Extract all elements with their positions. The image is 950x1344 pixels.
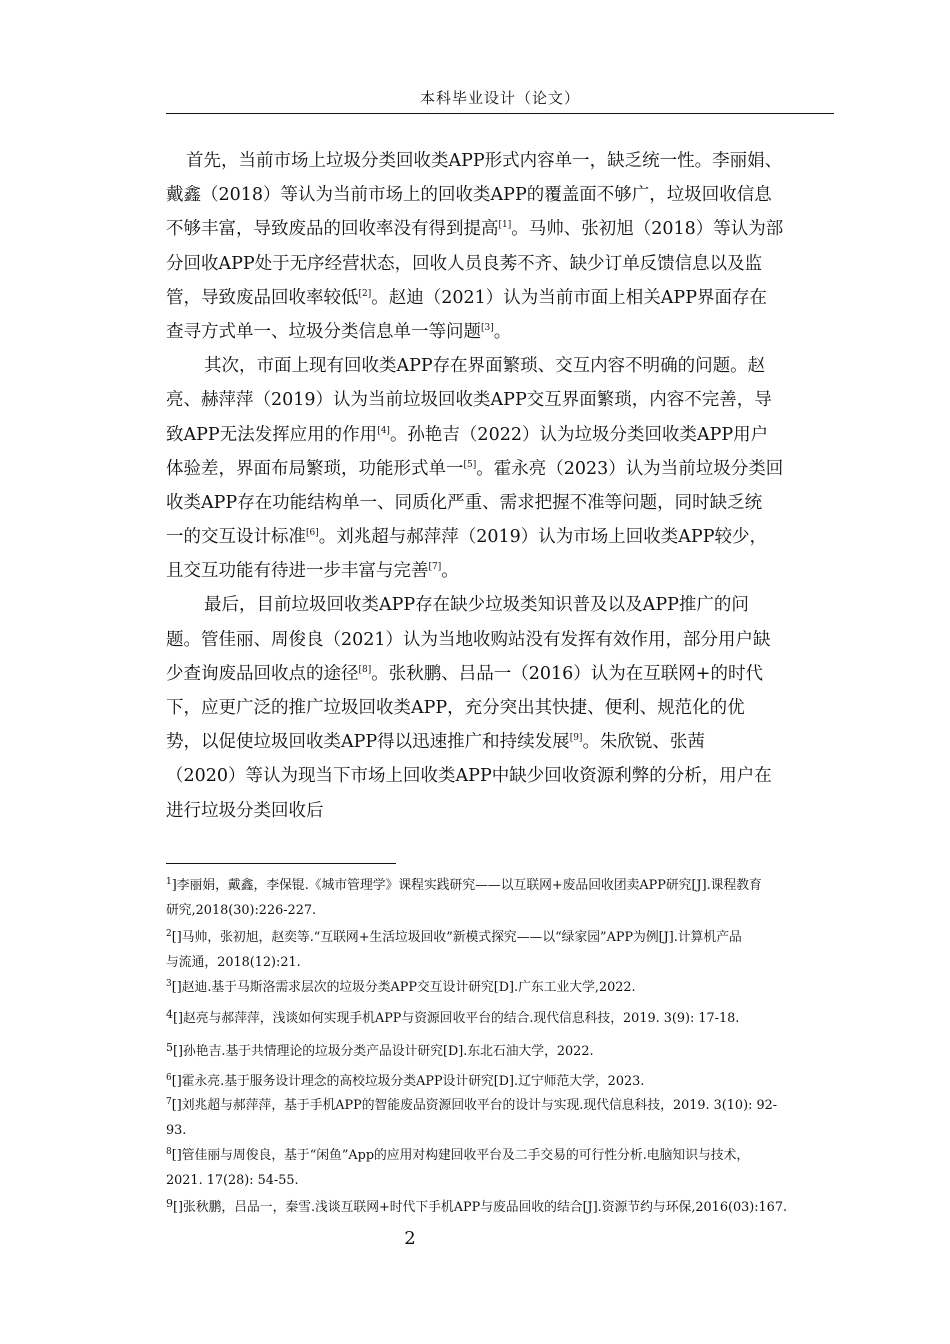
footnote-8: $^8$[]管佳丽与周俊良，基于“闲鱼”App的应用对构建回收平台及二手交易的可行性分析.电脑知识与技术， 2021. 17(28): 54-55.: [166, 1147, 750, 1188]
citation-ref[interactable]: [2]: [358, 288, 372, 299]
text-line: 下，应更广泛的推广垃圾回收类APP，充分突出其快捷、便利、规范化的优: [166, 698, 745, 718]
text-line: 亮、赫萍萍（2019）认为当前垃圾回收类APP交互界面繁琐，内容不完善，导: [166, 390, 772, 411]
text-line: 题。管佳丽、周俊良（2021）认为当地收购站没有发挥有效作用，部分用户缺: [166, 629, 771, 650]
text-line: 一的交互设计标准[6]。刘兆超与郝萍萍（2019）认为市场上回收类APP较少，: [166, 527, 767, 548]
text-line: 势，以促使垃圾回收类APP得以迅速推广和持续发展[9]。朱欣锐、张茜: [166, 732, 705, 753]
text-line: 少查询废品回收点的途径[8]。张秋鹏、吕品一（2016）认为在互联网+的时代: [166, 663, 763, 684]
header-rule: [166, 113, 834, 114]
text-line: （2020）等认为现当下市场上回收类APP中缺少回收资源利弊的分析，用户在: [166, 766, 772, 787]
citation-ref[interactable]: [6]: [306, 528, 319, 539]
text-line: 管，导致废品回收率较低[2]。赵迪（2021）认为当前市面上相关APP界面存在: [166, 287, 767, 308]
footnote-separator: [166, 863, 396, 864]
footnote-1: $^1$]李丽娟，戴鑫，李保锟.《城市管理学》课程实践研究——以互联网+废品回收团卖APP研究[J].课程教育 研究,2018(30):226-227.: [166, 877, 762, 918]
footnote-5: 5[]孙艳吉.基于共情理论的垃圾分类产品设计研究[D].东北石油大学，2022.: [166, 1041, 594, 1059]
citation-ref[interactable]: [8]: [358, 664, 372, 675]
text-line: 致APP无法发挥应用的作用[4]。孙艳吉（2022）认为垃圾分类回收类APP用户: [166, 424, 769, 445]
text-line: 体验差，界面布局繁琐，功能形式单一[5]。霍永亮（2023）认为当前垃圾分类回: [166, 458, 784, 479]
text-line: 首先，当前市场上垃圾分类回收类APP形式内容单一，缺乏统一性。李丽娟、: [186, 151, 783, 171]
citation-ref[interactable]: [9]: [569, 733, 583, 744]
citation-ref[interactable]: [4]: [377, 425, 390, 436]
text-line: 查寻方式单一、垃圾分类信息单一等问题[3]。: [166, 321, 512, 342]
footnote-4: 4[]赵亮与郝萍萍，浅谈如何实现手机APP与资源回收平台的结合.现代信息科技，2019. 3(9): 17-18.: [166, 1008, 740, 1026]
body-text: [166, 144, 836, 828]
running-header: 本科毕业设计（论文）: [419, 89, 580, 107]
text-line: 收类APP存在功能结构单一、同质化严重、需求把握不准等问题，同时缺乏统: [166, 492, 763, 513]
citation-ref[interactable]: [5]: [463, 459, 477, 470]
footnote-6: $^6$[]霍永亮.基于服务设计理念的高校垃圾分类APP设计研究[D].辽宁师范大学，2023.: [166, 1073, 645, 1089]
text-line: 分回收APP处于无序经营状态，回收人员良莠不齐、缺少订单反馈信息以及监: [166, 253, 763, 274]
text-line: 不够丰富，导致废品的回收率没有得到提高[1]。马帅、张初旭（2018）等认为部: [166, 219, 784, 240]
text-line: 戴鑫（2018）等认为当前市场上的回收类APP的覆盖面不够广，垃圾回收信息: [166, 185, 772, 206]
citation-ref[interactable]: [1]: [498, 220, 512, 231]
text-line: 进行垃圾分类回收后: [166, 800, 324, 821]
text-line: 且交互功能有待进一步丰富与完善[7]。: [166, 561, 459, 582]
text-line: 最后，目前垃圾回收类APP存在缺少垃圾类知识普及以及APP推广的问: [204, 595, 749, 616]
page-number: 2: [404, 1228, 416, 1249]
footnote-9: 9[]张秋鹏，吕品一，秦雪.浅谈互联网+时代下手机APP与废品回收的结合[J].资源节约与环保,2016(03):167.: [166, 1197, 788, 1215]
footnote-2: $^2$[]马帅，张初旭，赵奕等.“互联网+生活垃圾回收”新模式探究——以“绿家园”APP为例[J].计算机产品 与流通，2018(12):21.: [166, 929, 742, 970]
footnote-7: $^7$[]刘兆超与郝萍萍，基于手机APP的智能废品资源回收平台的设计与实现.现代信息科技，2019. 3(10): 92- 93.: [166, 1097, 778, 1138]
citation-ref[interactable]: [3]: [481, 322, 494, 333]
text-line: 其次，市面上现有回收类APP存在界面繁琐、交互内容不明确的问题。赵: [204, 356, 766, 377]
footnote-3: $^3$[]赵迪.基于马斯洛需求层次的垃圾分类APP交互设计研究[D].广东工业大学,2022.: [166, 979, 636, 995]
citation-ref[interactable]: [7]: [428, 562, 442, 573]
